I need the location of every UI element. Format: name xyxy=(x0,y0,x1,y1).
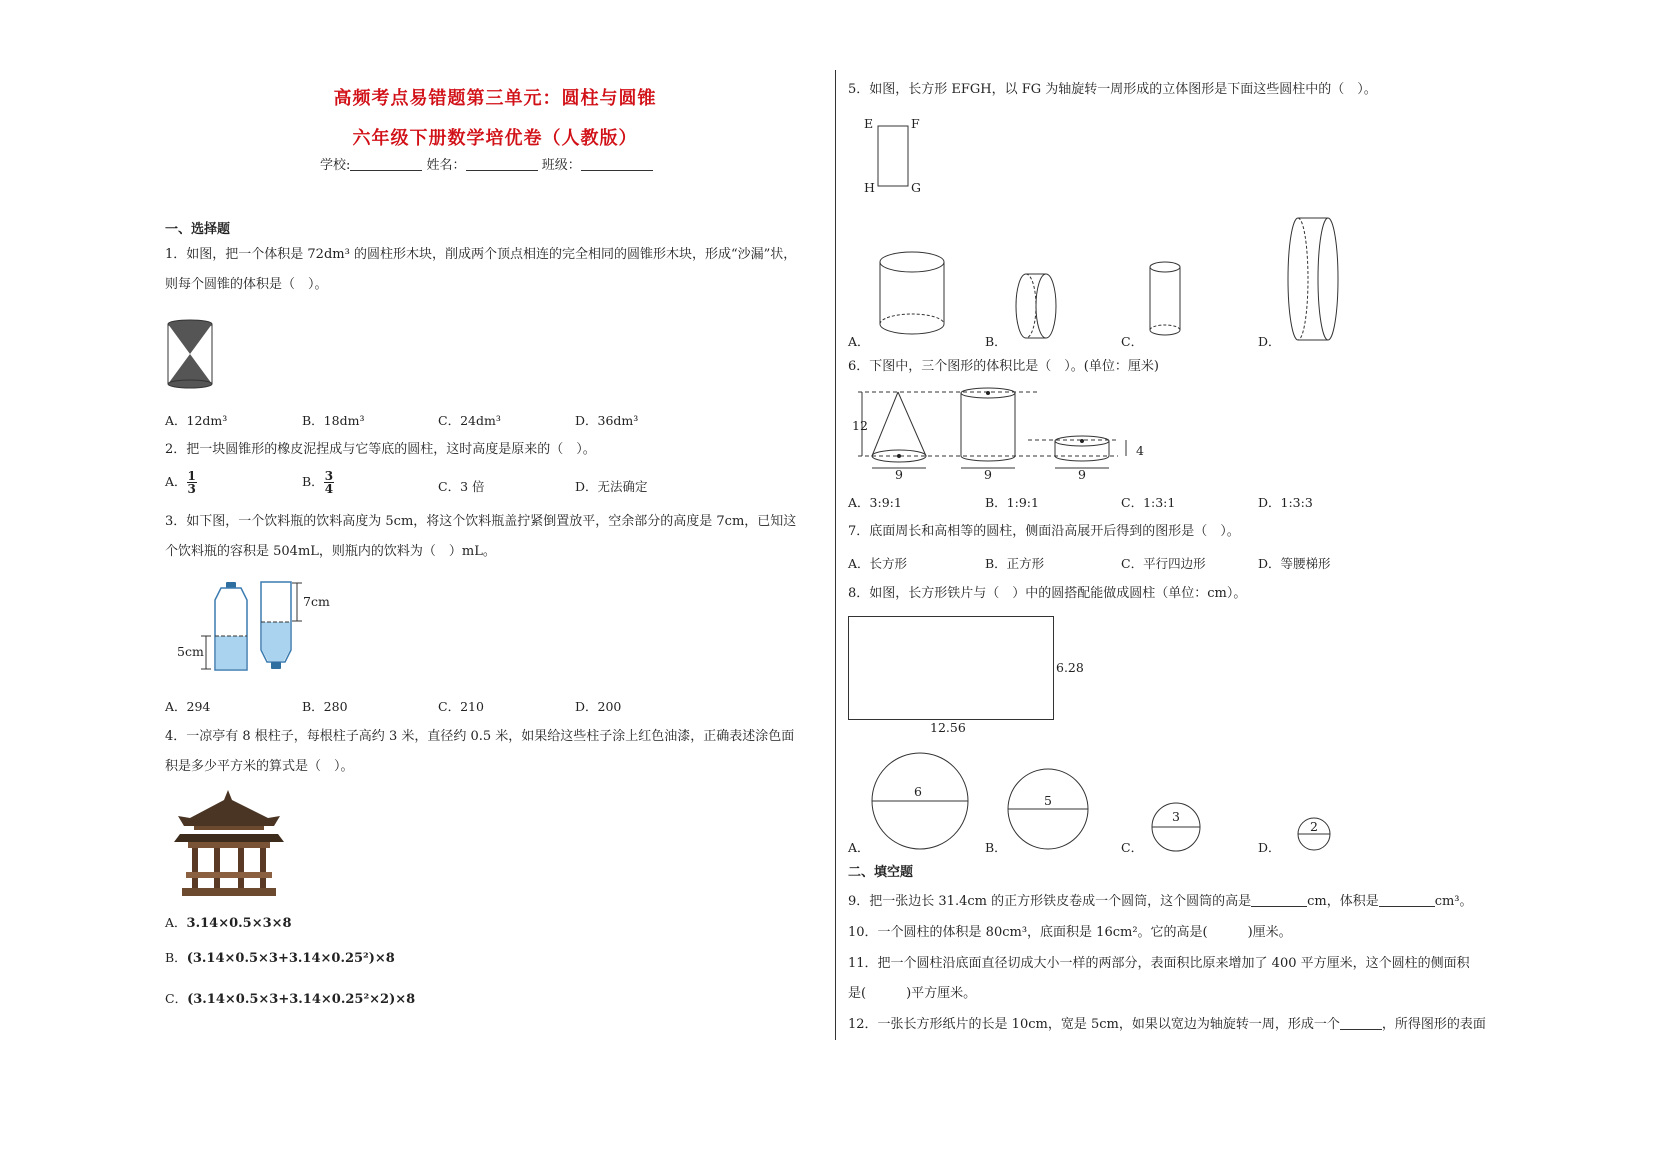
student-info xyxy=(320,156,653,176)
q9-part-a: 9．把一张边长 31.4cm 的正方形铁皮卷成一个圆筒，这个圆筒的高是 xyxy=(848,894,1252,909)
q6-option-d[interactable]: D．1:3:3 xyxy=(1258,495,1313,510)
q8-text: 8．如图，长方形铁片与（ ）中的圆搭配能做成圆柱（单位：cm）。 xyxy=(848,586,1247,601)
name-blank[interactable] xyxy=(466,157,538,171)
q2-option-a[interactable] xyxy=(165,470,197,495)
q6-option-b[interactable]: B．1:9:1 xyxy=(985,495,1039,510)
q12-shape-blank[interactable] xyxy=(1340,1016,1382,1030)
column-divider xyxy=(835,70,836,1040)
q4-option-c-formula: (3.14×0.5×3+3.14×0.25²×2)×8 xyxy=(187,992,416,1007)
q1-line1: 1．如图，把一个体积是 72dm³ 的圆柱形木块，削成两个顶点相连的完全相同的圆锥形木块，形成“沙漏”状， xyxy=(165,247,797,262)
q6-shapes-figure xyxy=(848,384,1148,484)
q5-text: 5．如图，长方形 EFGH，以 FG 为轴旋转一周形成的立体图形是下面这些圆柱中的（ ）。 xyxy=(848,82,1377,97)
q3-option-d[interactable]: D．200 xyxy=(575,699,622,714)
q1-option-b[interactable]: B．18dm³ xyxy=(302,413,365,428)
q10-text xyxy=(848,923,1292,943)
q1-option-a[interactable]: A．12dm³ xyxy=(165,413,228,428)
q3-line1: 3．如下图，一个饮料瓶的饮料高度为 5cm，将这个饮料瓶盖拧紧倒置放平，空余部分的高度是 7cm，已知这 xyxy=(165,514,797,529)
q1-option-c[interactable]: C．24dm³ xyxy=(438,413,501,428)
q4-line2: 积是多少平方米的算式是（ ）。 xyxy=(165,759,354,774)
q10-part-a: 10．一个圆柱的体积是 80cm³，底面积是 16cm²。它的高是( xyxy=(848,925,1208,940)
q5-option-c[interactable]: C． xyxy=(1121,334,1144,349)
q2-option-b-fraction xyxy=(324,470,334,495)
school-blank[interactable] xyxy=(350,157,422,171)
page-title: 高频考点易错题第三单元：圆柱与圆锥 xyxy=(333,88,657,109)
q2-option-b-label: B． xyxy=(302,474,324,489)
q2-option-a-label: A． xyxy=(165,474,187,489)
q3-label-7cm: 7cm xyxy=(303,594,330,609)
q2-option-b-num: 3 xyxy=(324,469,334,483)
pavilion-image xyxy=(170,788,288,903)
q2-option-a-den: 3 xyxy=(187,482,196,496)
class-label: 班级： xyxy=(541,158,581,173)
q4-line1: 4．一凉亭有 8 根柱子，每根柱子高约 3 米，直径约 0.5 米，如果给这些柱子涂上红色油漆，正确表述涂色面 xyxy=(165,729,795,744)
q7-option-c[interactable]: C．平行四边形 xyxy=(1121,556,1206,571)
q4-option-b-label: B． xyxy=(165,950,187,965)
q6-dim-9-cone: 9 xyxy=(895,467,903,482)
q2-text: 2．把一块圆锥形的橡皮泥捏成与它等底的圆柱，这时高度是原来的（ ）。 xyxy=(165,442,596,457)
q6-option-c[interactable]: C．1:3:1 xyxy=(1121,495,1176,510)
q6-option-a[interactable]: A．3:9:1 xyxy=(848,495,902,510)
bottles-figure xyxy=(173,578,343,678)
q5-option-b[interactable]: B． xyxy=(985,334,1007,349)
q9-volume-blank[interactable] xyxy=(1379,893,1435,907)
q8-option-d[interactable]: D． xyxy=(1258,840,1281,855)
q8-circle-c-label: 3 xyxy=(1172,809,1180,824)
q2-option-b[interactable] xyxy=(302,470,334,495)
q6-dim-9-cylinder: 9 xyxy=(984,467,992,482)
q8-option-b[interactable]: B． xyxy=(985,840,1007,855)
section-fill-title: 二、填空题 xyxy=(848,865,914,880)
hourglass-figure xyxy=(165,318,217,392)
q2-option-a-fraction xyxy=(187,470,197,495)
q5-option-d[interactable]: D． xyxy=(1258,334,1281,349)
q9-text xyxy=(848,892,1473,912)
q8-circle-a-label: 6 xyxy=(914,784,922,799)
q4-option-a[interactable] xyxy=(165,913,292,931)
class-blank[interactable] xyxy=(581,157,653,171)
q8-option-a[interactable]: A． xyxy=(848,840,870,855)
q6-dim-4: 4 xyxy=(1136,443,1144,458)
q11-part-b: )平方厘米。 xyxy=(906,986,977,1001)
q1-line2: 则每个圆锥的体积是（ ）。 xyxy=(165,277,328,292)
q2-option-d[interactable]: D．无法确定 xyxy=(575,479,648,494)
q2-option-c[interactable]: C．3 倍 xyxy=(438,479,485,494)
q2-option-a-num: 1 xyxy=(187,469,196,483)
section-choice-title: 一、选择题 xyxy=(165,222,231,237)
q5-label-h: H xyxy=(864,180,875,195)
q4-option-c-label: C． xyxy=(165,991,188,1006)
q4-option-b[interactable] xyxy=(165,948,395,966)
q4-option-c[interactable] xyxy=(165,989,415,1007)
q3-option-b[interactable]: B．280 xyxy=(302,699,348,714)
q8-rect-width: 12.56 xyxy=(930,720,966,735)
q5-label-f: F xyxy=(911,116,920,131)
q11-part-a: 是( xyxy=(848,986,867,1001)
q8-circle-d-label: 2 xyxy=(1310,819,1318,834)
q8-option-c[interactable]: C． xyxy=(1121,840,1144,855)
q3-line2: 个饮料瓶的容积是 504mL，则瓶内的饮料为（ ）mL。 xyxy=(165,544,496,559)
q9-part-b: cm，体积是 xyxy=(1307,894,1379,909)
q12-text xyxy=(848,1015,1486,1035)
q5-label-e: E xyxy=(864,116,874,131)
q9-part-c: cm³。 xyxy=(1434,894,1473,909)
q12-part-a: 12．一张长方形纸片的长是 10cm，宽是 5cm，如果以宽边为轴旋转一周，形成一个 xyxy=(848,1017,1340,1032)
q11-line2 xyxy=(848,984,976,1004)
q6-text: 6．下图中，三个图形的体积比是（ ）。(单位：厘米) xyxy=(848,359,1159,374)
q2-option-b-den: 4 xyxy=(324,482,334,496)
q7-option-d[interactable]: D．等腰梯形 xyxy=(1258,556,1331,571)
q4-option-b-formula: (3.14×0.5×3+3.14×0.25²)×8 xyxy=(186,951,395,966)
q8-rectangle xyxy=(848,616,1054,720)
q11-line1: 11．把一个圆柱沿底面直径切成大小一样的两部分，表面积比原来增加了 400 平方厘米，这个圆柱的侧面积 xyxy=(848,956,1470,971)
q10-part-b: )厘米。 xyxy=(1247,925,1292,940)
q4-option-a-label: A． xyxy=(165,915,187,930)
q5-option-a[interactable]: A． xyxy=(848,334,870,349)
q6-dim-12: 12 xyxy=(852,418,868,433)
q7-option-b[interactable]: B．正方形 xyxy=(985,556,1045,571)
q5-label-g: G xyxy=(911,180,921,195)
q8-circle-b-label: 5 xyxy=(1044,793,1052,808)
q12-part-b: ，所得图形的表面 xyxy=(1381,1017,1486,1032)
q7-text: 7．底面周长和高相等的圆柱，侧面沿高展开后得到的图形是（ ）。 xyxy=(848,524,1240,539)
page-subtitle: 六年级下册数学培优卷（人教版） xyxy=(352,128,638,149)
q3-option-c[interactable]: C．210 xyxy=(438,699,484,714)
q6-dim-9-short-cylinder: 9 xyxy=(1078,467,1086,482)
q3-option-a[interactable]: A．294 xyxy=(165,699,211,714)
school-label: 学校: xyxy=(320,158,351,173)
q5-cylinders-figure xyxy=(848,212,1538,347)
q7-option-a[interactable]: A．长方形 xyxy=(848,556,908,571)
q4-option-a-formula: 3.14×0.5×3×8 xyxy=(186,916,292,931)
q3-label-5cm: 5cm xyxy=(177,644,204,659)
q9-height-blank[interactable] xyxy=(1251,893,1307,907)
q8-rect-height: 6.28 xyxy=(1056,660,1084,675)
q1-option-d[interactable]: D．36dm³ xyxy=(575,413,639,428)
name-label: 姓名： xyxy=(426,158,466,173)
